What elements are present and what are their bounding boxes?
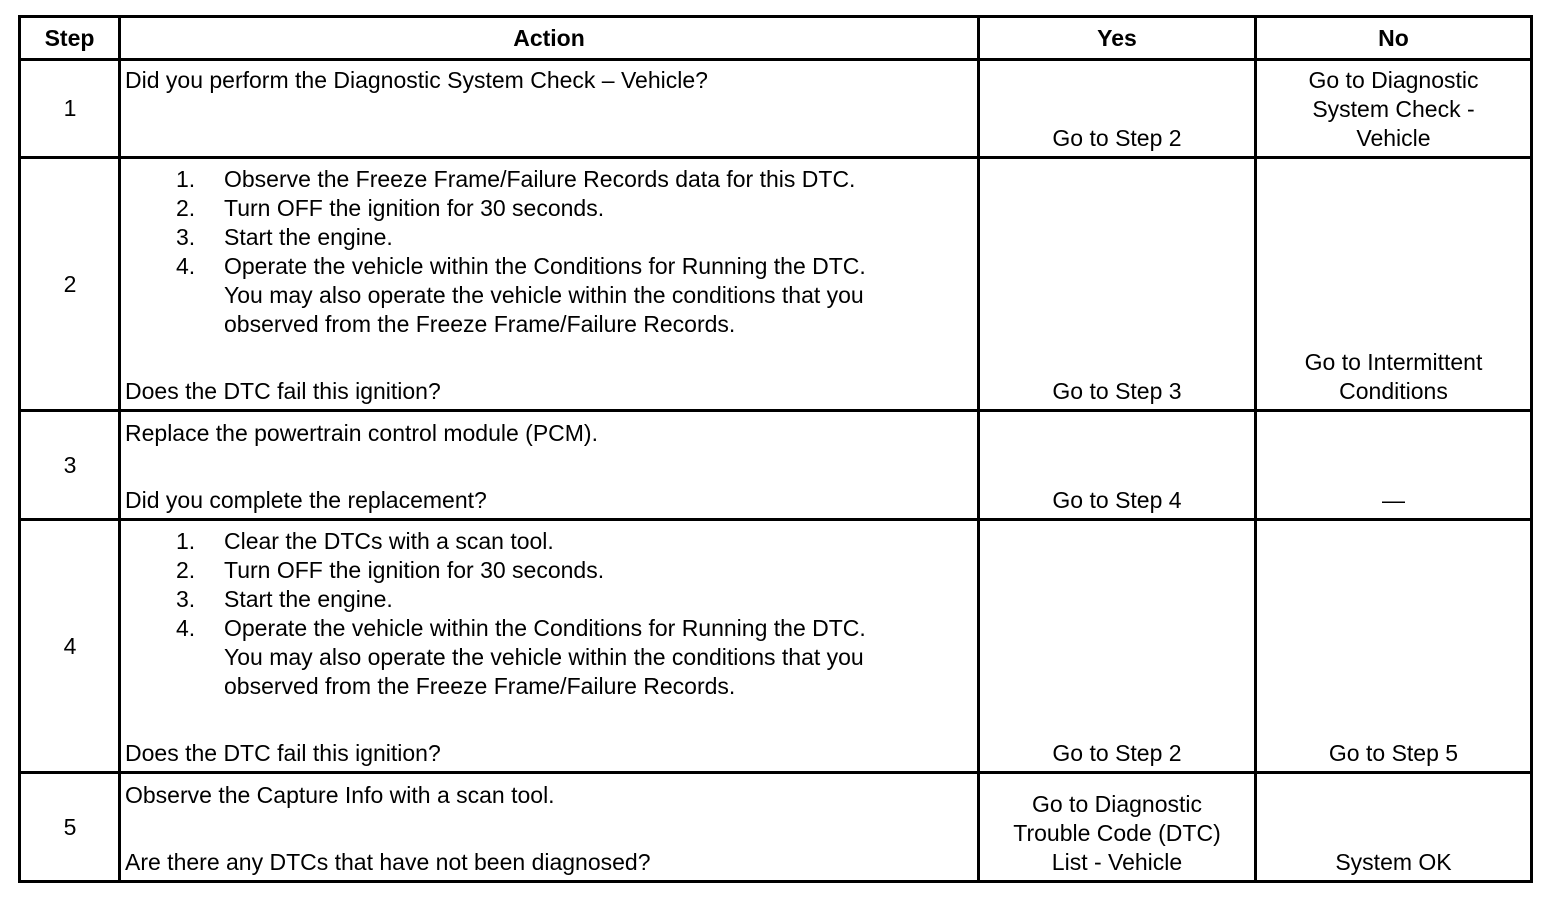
list-text: Observe the Freeze Frame/Failure Records data for this DTC. [224,166,856,192]
header-yes: Yes [1097,24,1137,51]
list-number: 1. [176,528,196,554]
no-outcome-line: System Check - [1312,96,1475,122]
step-number: 2 [63,270,77,297]
list-text: Start the engine. [224,224,393,250]
step-number: 5 [63,813,77,840]
action-text: Did you perform the Diagnostic System Check – Vehicle? [125,67,708,93]
no-outcome [1257,348,1530,406]
action-question: Does the DTC fail this ignition? [125,378,441,404]
header-step: Step [44,24,95,51]
no-outcome-line: Go to Intermittent [1304,349,1483,375]
yes-outcome-line: List - Vehicle [1051,849,1183,875]
list-text: Turn OFF the ignition for 30 seconds. [224,195,605,221]
action-text: Replace the powertrain control module (PCM). [125,420,598,446]
yes-outcome [980,790,1254,877]
list-text: Clear the DTCs with a scan tool. [224,528,554,554]
yes-outcome-line: Trouble Code (DTC) [1013,820,1221,846]
row-divider [21,409,1530,412]
yes-outcome: Go to Step 4 [1052,487,1182,513]
no-outcome-line: Go to Diagnostic [1308,67,1479,93]
diagnostic-table [18,15,1533,883]
step-number: 3 [63,451,77,478]
no-outcome: System OK [1335,849,1452,875]
row-divider [21,771,1530,774]
row-divider [21,518,1530,521]
list-text: observed from the Freeze Frame/Failure Records. [224,673,736,699]
list-text: Start the engine. [224,586,393,612]
list-text: You may also operate the vehicle within the conditions that you [224,644,864,670]
yes-outcome: Go to Step 3 [1052,378,1182,404]
action-question: Did you complete the replacement? [125,487,487,513]
action-question: Are there any DTCs that have not been diagnosed? [125,849,651,875]
yes-outcome: Go to Step 2 [1052,125,1182,151]
yes-outcome-line: Go to Diagnostic [1031,791,1203,817]
step-number: 4 [63,632,77,659]
list-text: Operate the vehicle within the Conditions for Running the DTC. [224,615,866,641]
action-text: Observe the Capture Info with a scan tool. [125,782,555,808]
no-outcome-line: Vehicle [1356,125,1431,151]
list-number: 4. [176,615,196,641]
list-number: 3. [176,586,196,612]
yes-outcome: Go to Step 2 [1052,740,1182,766]
list-text: Operate the vehicle within the Conditions for Running the DTC. [224,253,866,279]
header-action: Action [513,24,585,51]
list-text: Turn OFF the ignition for 30 seconds. [224,557,605,583]
row-divider [21,156,1530,159]
header-no: No [1378,24,1409,51]
list-number: 2. [176,557,196,583]
list-number: 3. [176,224,196,250]
list-text: You may also operate the vehicle within the conditions that you [224,282,864,308]
row-divider [21,58,1530,61]
list-text: observed from the Freeze Frame/Failure Records. [224,311,736,337]
no-outcome: Go to Step 5 [1328,740,1459,766]
list-number: 4. [176,253,196,279]
step-number: 1 [63,95,77,121]
list-number: 1. [176,166,196,192]
list-number: 2. [176,195,196,221]
action-question: Does the DTC fail this ignition? [125,740,441,766]
no-outcome-line: Conditions [1339,378,1448,404]
no-outcome [1257,66,1530,153]
no-outcome: — [1382,487,1405,513]
